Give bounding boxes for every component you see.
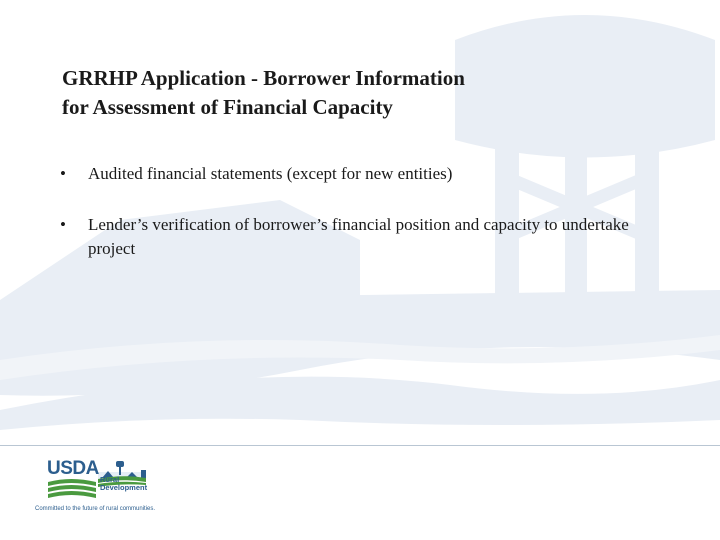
footer-tagline: Committed to the future of rural communities.	[35, 506, 156, 512]
bullet-text: Audited financial statements (except for new entities)	[88, 164, 453, 183]
bullet-text: Lender’s verification of borrower’s financial position and capacity to undertake project	[88, 215, 629, 258]
bullet-marker: •	[60, 215, 66, 234]
footer-divider	[0, 445, 720, 446]
bullet-list	[58, 162, 658, 288]
bullet-item	[58, 213, 658, 261]
bullet-item	[58, 162, 658, 186]
rural-development-label	[100, 476, 147, 492]
slide-title	[62, 64, 622, 122]
slide-title-line-1: GRRHP Application - Borrower Information	[62, 66, 465, 90]
rural-development-label-line-2: Development	[100, 483, 148, 492]
rural-development-label-line-1: Rural	[100, 475, 120, 484]
usda-logo-text: USDA	[47, 458, 99, 479]
slide-title-line-2: for Assessment of Financial Capacity	[62, 95, 393, 119]
bullet-marker: •	[60, 164, 66, 183]
